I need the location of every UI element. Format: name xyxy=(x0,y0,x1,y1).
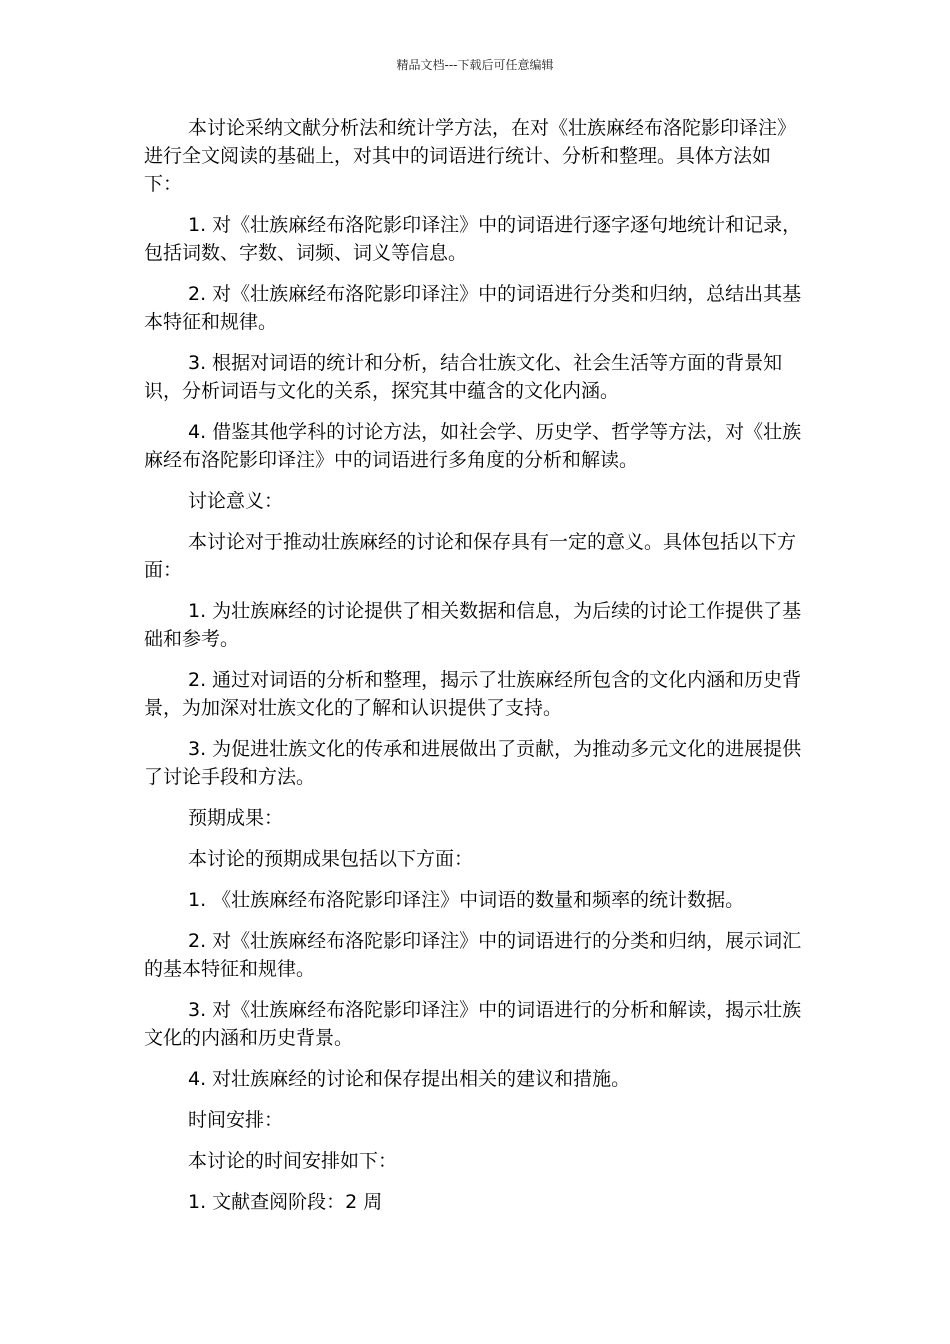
paragraph-significance-1: 1. 为壮族麻经的讨论提供了相关数据和信息，为后续的讨论工作提供了基础和参考。 xyxy=(144,600,802,650)
paragraph-significance-3: 3. 为促进壮族文化的传承和进展做出了贡献，为推动多元文化的进展提供了讨论手段和方法。 xyxy=(144,738,802,788)
paragraph-methods-intro: 本讨论采纳文献分析法和统计学方法，在对《壮族麻经布洛陀影印译注》进行全文阅读的基础上，对其中的词语进行统计、分析和整理。具体方法如下： xyxy=(144,117,797,195)
paragraph-schedule-1: 1. 文献查阅阶段：2 周 xyxy=(188,1191,383,1213)
paragraph-schedule-intro: 本讨论的时间安排如下： xyxy=(188,1150,398,1172)
paragraph-results-intro: 本讨论的预期成果包括以下方面： xyxy=(188,848,474,870)
paragraph-method-2: 2. 对《壮族麻经布洛陀影印译注》中的词语进行分类和归纳，总结出其基本特征和规律。 xyxy=(144,283,802,333)
heading-schedule: 时间安排： xyxy=(188,1109,284,1131)
paragraph-result-3: 3. 对《壮族麻经布洛陀影印译注》中的词语进行的分析和解读，揭示壮族文化的内涵和历史背景。 xyxy=(144,999,802,1049)
document-body xyxy=(144,114,804,1229)
page-header: 精品文档---下载后可任意编辑 xyxy=(396,58,554,72)
paragraph-result-1: 1. 《壮族麻经布洛陀影印译注》中词语的数量和频率的统计数据。 xyxy=(188,889,745,911)
heading-expected-results: 预期成果： xyxy=(188,807,284,829)
paragraph-result-2: 2. 对《壮族麻经布洛陀影印译注》中的词语进行的分类和归纳，展示词汇的基本特征和规律。 xyxy=(144,930,802,980)
paragraph-method-1: 1. 对《壮族麻经布洛陀影印译注》中的词语进行逐字逐句地统计和记录，包括词数、字数、词频、词义等信息。 xyxy=(144,214,802,264)
paragraph-result-4: 4. 对壮族麻经的讨论和保存提出相关的建议和措施。 xyxy=(188,1068,631,1090)
paragraph-method-3: 3. 根据对词语的统计和分析，结合壮族文化、社会生活等方面的背景知识，分析词语与文化的关系，探究其中蕴含的文化内涵。 xyxy=(144,352,783,402)
heading-significance: 讨论意义： xyxy=(188,490,284,512)
paragraph-method-4: 4. 借鉴其他学科的讨论方法，如社会学、历史学、哲学等方法，对《壮族麻经布洛陀影印译注》中的词语进行多角度的分析和解读。 xyxy=(144,421,802,471)
paragraph-significance-2: 2. 通过对词语的分析和整理，揭示了壮族麻经所包含的文化内涵和历史背景，为加深对壮族文化的了解和认识提供了支持。 xyxy=(144,669,802,719)
paragraph-significance-intro: 本讨论对于推动壮族麻经的讨论和保存具有一定的意义。具体包括以下方面： xyxy=(144,531,797,581)
